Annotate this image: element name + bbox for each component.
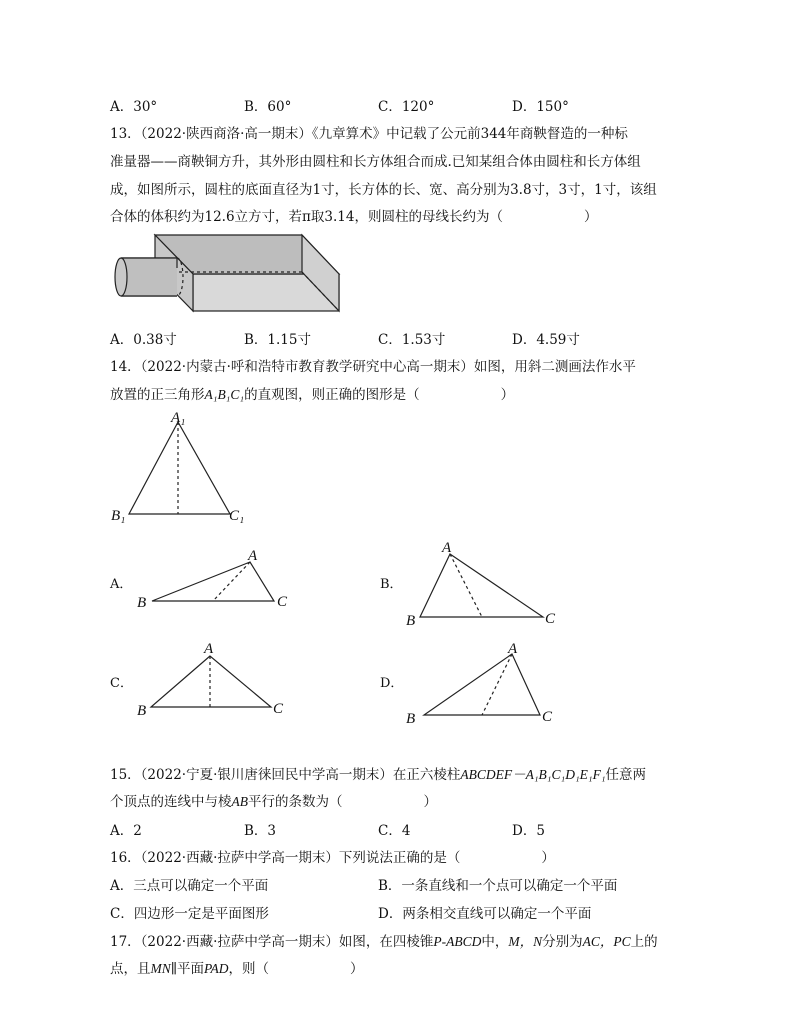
q17-line1-pre: 17．（2022·西藏·拉萨中学高一期末）如图，在四棱锥 — [110, 934, 434, 950]
q12-option-a: A．30° — [110, 99, 158, 115]
q14-d-label-a: A — [508, 641, 518, 657]
q16-text-line1: 16．（2022·西藏·拉萨中学高一期末）下列说法正确的是（ ） — [110, 850, 555, 866]
q13-text-line1: 13．（2022·陕西商洛·高一期末）《九章算术》中记载了公元前344年商鞅督造的一种标 — [110, 126, 628, 142]
q13-text-line4: 合体的体积约为12.6立方寸，若π取3.14，则圆柱的母线长约为（ ） — [110, 209, 598, 225]
q13-option-a: A．0.38寸 — [110, 332, 177, 348]
q12-option-c: C．120° — [378, 99, 435, 115]
q14-label-b1: B₁ — [111, 508, 126, 524]
q14-text-line1: 14．（2022·内蒙古·呼和浩特市教育教学研究中心高一期末）如图，用斜二测画法作水平 — [110, 359, 636, 375]
q14-option-b-label: B． — [380, 577, 403, 592]
q16-option-a: A．三点可以确定一个平面 — [110, 878, 269, 894]
q15-option-a: A．2 — [110, 823, 142, 839]
q14-text-line2 — [110, 383, 514, 403]
q16-option-c: C．四边形一定是平面图形 — [110, 906, 269, 922]
q15-option-c: C．4 — [378, 823, 411, 839]
q17-plane-pad: PAD — [204, 961, 229, 976]
q14-c-label-c: C — [273, 701, 284, 717]
q17-line2-pre: 点，且 — [110, 961, 151, 977]
q14-d-label-c: C — [542, 709, 553, 725]
q13-option-c: C．1.53寸 — [378, 332, 446, 348]
q13-option-b: B．1.15寸 — [244, 332, 311, 348]
q12-option-d: D．150° — [512, 99, 569, 115]
q17-segments: AC，PC — [582, 934, 631, 949]
q16-option-d: D．两条相交直线可以确定一个平面 — [378, 906, 592, 922]
q17-line1-mid2: 分别为 — [542, 934, 583, 950]
q12-option-b: B．60° — [244, 99, 292, 115]
q14-c-label-a: A — [204, 641, 214, 657]
q15-line2-post: 平行的条数为（ ） — [248, 794, 437, 810]
q14-text-line2-post: 的直观图，则正确的图形是（ ） — [244, 387, 515, 403]
q13-text-line3: 成，如图所示，圆柱的底面直径为1寸，长方体的长、宽、高分别为3.8寸，3寸，1寸，该组 — [110, 182, 657, 198]
q14-option-d-label: D． — [380, 676, 404, 691]
q14-a-label-c: C — [277, 594, 288, 610]
q14-b-label-b: B — [406, 613, 416, 629]
q17-text-line2 — [110, 957, 364, 977]
q17-line1-post: 上的 — [630, 934, 658, 950]
q14-triangle-name: A₁B₁C₁ — [204, 387, 245, 402]
q14-a-label-b: B — [137, 595, 147, 611]
q17-pyramid-name: P-ABCD — [433, 934, 482, 949]
q17-segment-mn: MN — [150, 961, 171, 976]
q14-label-a1: A₁ — [171, 410, 186, 426]
q15-edge-name: AB — [231, 794, 248, 809]
q13-cylinder-box-figure — [105, 228, 355, 323]
q14-d-label-b: B — [406, 711, 416, 727]
q14-original-triangle — [105, 410, 255, 525]
q14-b-label-c: C — [545, 611, 556, 627]
q17-line2-mid: ∥平面 — [170, 961, 204, 977]
q13-text-line2: 准量器——商鞅铜方升，其外形由圆柱和长方体组合而成.已知某组合体由圆柱和长方体组 — [110, 154, 641, 170]
q15-line2-pre: 个顶点的连线中与棱 — [110, 794, 232, 810]
q14-option-a-figure — [135, 545, 305, 615]
q15-option-d: D．5 — [512, 823, 545, 839]
q14-b-label-a: A — [442, 540, 452, 556]
q14-label-c1: C₁ — [229, 508, 245, 524]
q14-option-c-label: C． — [110, 676, 133, 691]
q15-line1-pre: 15．（2022·宁夏·银川唐徕回民中学高一期末）在正六棱柱 — [110, 767, 461, 783]
q17-points-mn: M，N — [508, 934, 543, 949]
q17-line2-post: ，则（ ） — [228, 961, 364, 977]
q15-prism-name: ABCDEF－A₁B₁C₁D₁E₁F₁ — [460, 767, 606, 782]
q13-option-d: D．4.59寸 — [512, 332, 580, 348]
q14-c-label-b: B — [137, 703, 147, 719]
q15-text-line1 — [110, 763, 646, 783]
q14-option-d-figure — [402, 637, 572, 727]
q17-line1-mid: 中， — [481, 934, 509, 950]
q14-option-b-figure — [402, 537, 572, 632]
q16-option-b: B．一条直线和一个点可以确定一个平面 — [378, 878, 618, 894]
q17-text-line1 — [110, 930, 658, 950]
q14-a-label-a: A — [248, 548, 258, 564]
q15-line1-post: 任意两 — [605, 767, 647, 783]
q14-option-c-figure — [133, 637, 298, 722]
q14-text-line2-pre: 放置的正三角形 — [110, 387, 205, 403]
q15-option-b: B．3 — [244, 823, 277, 839]
q14-option-a-label: A． — [110, 577, 133, 592]
q15-text-line2 — [110, 790, 437, 810]
